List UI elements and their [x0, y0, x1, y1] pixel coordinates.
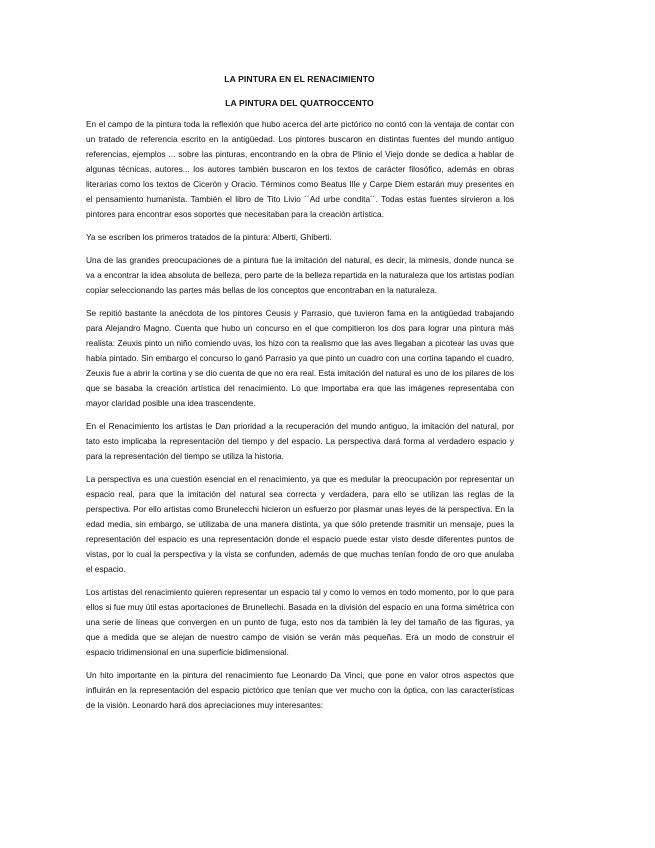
- document-title: LA PINTURA EN EL RENACIMIENTO: [224, 74, 375, 84]
- paragraph-brunelleschi: Los artistas del renacimiento quieren representar un espacio tal y como lo vemos en todo momento, por lo que para ellos si fue muy útil estas aportaciones de Brunellechi. Basada en la división del espacio en una forma simétrica con una serie de líneas que convergen en un punto de fuga, esto nos da también la ley del tamaño de las figuras, ya que a medida que se alejan de nuestro campo de visión se verán más pequeñas. Era un modo de construir el espacio tridimensional en una superficie bidimensional.: [86, 587, 514, 657]
- document-subtitle: LA PINTURA DEL QUATROCCENTO: [225, 98, 374, 108]
- paragraph-perspective: La perspectiva es una cuestión esencial en el renacimiento, ya que es medular la preocupación por representar un espacio real, para que la imitación del natural sea correcta y verdadera, para ello se utilizan las reglas de la perspectiva. Por ello artistas como Brunelecchi hicieron un esfuerzo por plasmar unas leyes de la perspectiva. En la edad media, sin embargo, se utilizaba de una manera distinta, ya que sólo pretende trasmitir un mensaje, pues la representación del espacio es una representación donde el espacio puede estar visto desde diferentes puntos de vistas, por lo cual la perspectiva y la vista se confunden, además de que muchas tenían fondo de oro que anulaba el espacio.: [86, 474, 514, 574]
- paragraph-sources: En el campo de la pintura toda la reflexión que hubo acerca del arte pictórico no contó con la ventaja de contar con un tratado de referencia escrito en la antigüedad. Los pintores buscaron en distintas fuentes del mundo antiguo referencias, ejemplos ... sobre las pinturas, encontrando en la obra de Plinio el Viejo donde se dedica a hablar de algunas técnicas, autores... los autores también buscaron en los textos de carácter filosófico, además en obras literarias como los textos de Cicerón y Oracio. Términos como Beatus Ille y Carpe Diem estarán muy presentes en el pensamiento humanista. También el libro de Tito Livio ´´Ad urbe condita´´. Todas estas fuentes sirvieron a los pintores para encontrar esos soportes que necesitaban para la creación artística.: [86, 119, 514, 219]
- paragraph-treatises: Ya se escriben los primeros tratados de la pintura: Alberti, Ghiberti.: [86, 232, 332, 242]
- paragraph-renaissance-priorities: En el Renacimiento los artistas le Dan prioridad a la recuperación del mundo antiguo, la imitación del natural, por tato esto implicaba la representación del tiempo y del espacio. La perspectiva dará forma al verdadero espacio y para la representación del tiempo se utiliza la historia.: [86, 421, 514, 461]
- document-body: [86, 117, 514, 721]
- paragraph-leonardo: Un hito importante en la pintura del renacimiento fue Leonardo Da Vinci, que pone en valor otros aspectos que influirán en la representación del espacio pictórico que tenían que ver mucho con la óptica, con las características de la visión. Leonardo hará dos apreciaciones muy interesantes:: [86, 670, 514, 710]
- paragraph-zeuxis-parrasio: Se repitió bastante la anécdota de los pintores Ceusis y Parrasio, que tuvieron fama en la antigüedad trabajando para Alejandro Magno. Cuenta que hubo un concurso en el que compitieron los dos para lograr una pintura más realista: Zeuxis pinto un niño comiendo uvas, los hizo con ta realismo que las aves llegaban a picotear las uvas que había pintado. Sin embargo el concurso lo ganó Parrasio ya que pinto un cuadro con una cortina tapando el cuadro, Zeuxis fue a abrir la cortina y se dio cuenta de que no era real. Esta imitación del natural es uno de los pilares de los que se basaba la creación artística del renacimiento. Lo que importaba era que las imágenes representaba con mayor claridad posible una idea trascendente.: [86, 308, 514, 408]
- paragraph-mimesis: Una de las grandes preocupaciones de a pintura fue la imitación del natural, es decir, la mimesis, donde nunca se va a encontrar la idea absoluta de belleza, pero parte de la belleza repartida en la naturaleza que los artistas podían copiar seleccionando las partes más bellas de los conceptos que encontraban en la naturaleza.: [86, 255, 514, 295]
